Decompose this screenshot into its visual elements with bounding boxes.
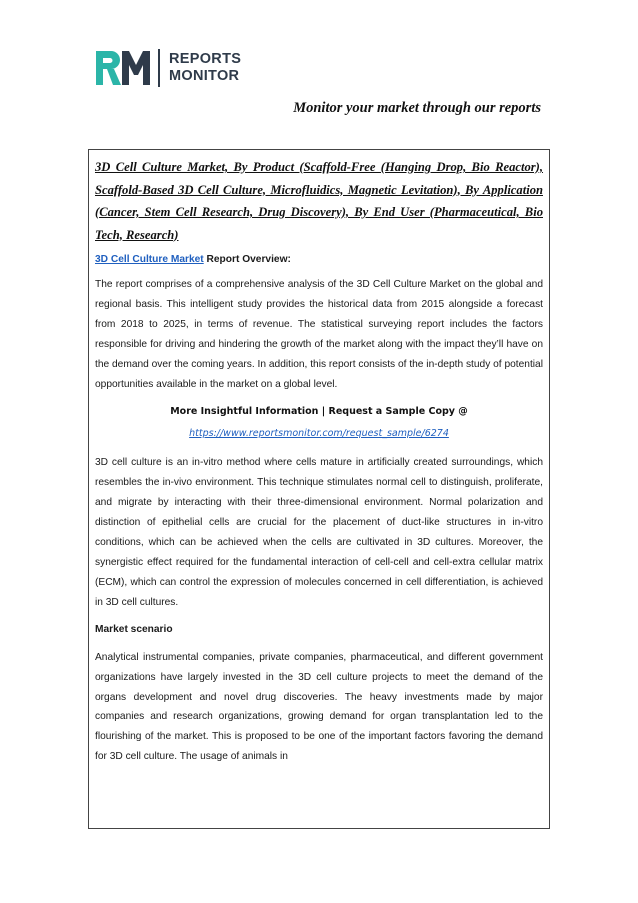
overview-heading-suffix: Report Overview: [203,254,291,265]
overview-paragraph: The report comprises of a comprehensive analysis of the 3D Cell Culture Market on the global and regional basis. This intelligent study provides the historical data from 2015 alongside a forecast from 2018 to 2025, in terms of revenue. The statistical surveying report includes the factors responsible for driving and hindering the growth of the market along with the impact they’ll have on the demand over the coming years. In addition, this report consists of the in-depth study of potential opportunities available in the market on a global level. [95,279,543,390]
rm-logo-mark [96,49,152,87]
logo-word-monitor: MONITOR [169,68,240,84]
logo-divider [158,49,160,87]
definition-paragraph: 3D cell culture is an in-vitro method where cells mature in artificially created surroundings, which resembles the in-vivo environment. This technique stimulates normal cell to distinguish, proliferate, and migrate by interacting with their three-dimensional environment. Normal polarization and distinction of epithelial cells are crucial for the placement of duct-like structures in in-vitro conditions, which can be achieved when the cells are cultivated in 3D cultures. Moreover, the synergistic effect required for the fundamental interaction of cell-cell and cell-extra cellular matrix (ECM), which can control the expression of molecules concerned in cell differentiation, is achieved in 3D cell cultures. [95,457,543,608]
logo-word-reports: REPORTS [169,51,242,67]
market-scenario-heading: Market scenario [95,623,173,635]
logo-wordmark [169,51,241,85]
sample-request-block [95,401,543,445]
overview-heading [95,250,543,270]
reports-monitor-logo [96,49,241,87]
sample-request-cta: More Insightful Information | Request a Sample Copy @ [170,406,468,418]
market-link[interactable]: 3D Cell Culture Market [95,254,204,265]
market-scenario-paragraph: Analytical instrumental companies, private companies, pharmaceutical, and different government organizations have largely invested in the 3D cell culture projects to meet the demand of the organs development and novel drug discoveries. The heavy investments made by major companies and research organizations, growing demand for organ transplantation led to the flourishing of the market. This is proposed to be one of the important factors favoring the demand for 3D cell culture. The usage of animals in [95,651,543,763]
tagline: Monitor your market through our reports [293,100,541,116]
report-content-box [88,149,550,829]
report-title: 3D Cell Culture Market, By Product (Scaffold-Free (Hanging Drop, Bio Reactor), Scaffold-Based 3D Cell Culture, Microfluidics, Magnetic Levitation), By Application (Cancer, Stem Cell Research, Drug Discovery), By End User (Pharmaceutical, Bio Tech, Research) [95,160,543,242]
sample-request-link[interactable]: https://www.reportsmonitor.com/request_sample/6274 [189,428,449,440]
